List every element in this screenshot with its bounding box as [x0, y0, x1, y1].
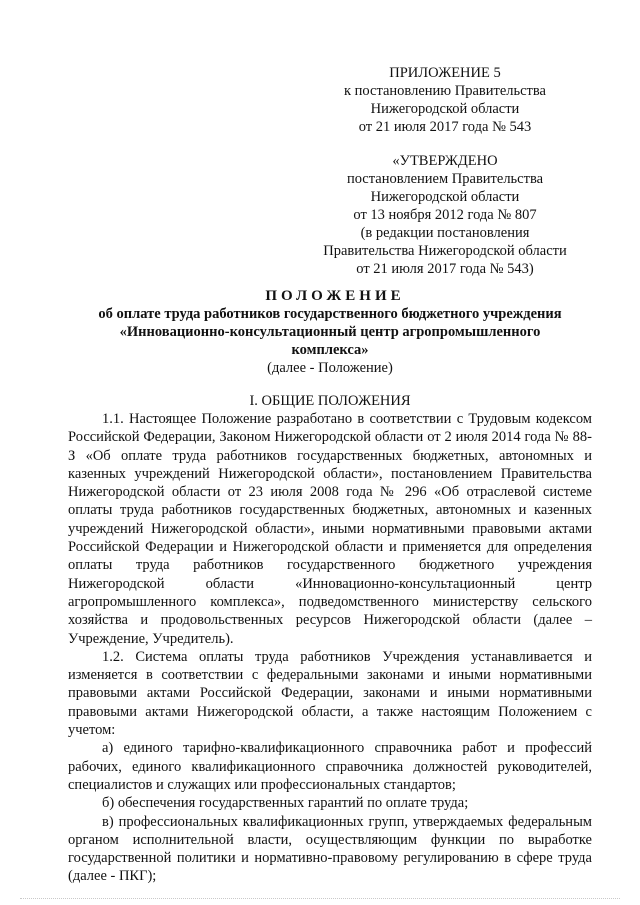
appendix-line: к постановлению Правительства	[344, 83, 546, 99]
approval-line: Нижегородской области	[370, 189, 520, 205]
approval-line: постановлением Правительства	[346, 171, 544, 187]
document-title: ПОЛОЖЕНИЕ	[265, 288, 405, 304]
subtitle-line: об оплате труда работников государственного бюджетного учреждения	[98, 306, 562, 322]
appendix-line: от 21 июля 2017 года № 543	[358, 119, 532, 135]
scan-edge-line	[20, 898, 620, 900]
document-short-name: (далее - Положение)	[267, 360, 393, 376]
appendix-line: Нижегородской области	[370, 101, 520, 117]
approval-line: (в редакции постановления	[360, 225, 530, 241]
paragraph-1-2: 1.2. Система оплаты труда работников Учреждения устанавливается и изменяется в соответствии с федеральными законами и иными нормативными правовыми актами Российской Федерации, законами и иными нормативными правовыми актами Нижегородской области, а также настоящим Положением с учетом:	[68, 648, 592, 739]
approval-stamp-block	[300, 152, 590, 278]
section-heading: I. ОБЩИЕ ПОЛОЖЕНИЯ	[249, 393, 411, 409]
subtitle-line: комплекса»	[291, 342, 369, 358]
appendix-line: ПРИЛОЖЕНИЕ 5	[389, 65, 501, 81]
approval-line: Правительства Нижегородской области	[323, 243, 567, 259]
section-body	[68, 410, 592, 886]
document-title-block	[60, 287, 600, 377]
appendix-header	[300, 64, 590, 136]
approval-line: «УТВЕРЖДЕНО	[392, 153, 498, 169]
approval-line: от 13 ноября 2012 года № 807	[353, 207, 537, 223]
list-item-v: в) профессиональных квалификационных групп, утверждаемых федеральным органом исполнительной власти, осуществляющим функции по выработке государственной политики и нормативно-правовому регулированию в сфере труда (далее - ПКГ);	[68, 813, 592, 885]
list-item-b: б) обеспечения государственных гарантий по оплате труда;	[102, 795, 469, 812]
approval-line: от 21 июля 2017 года № 543)	[356, 261, 534, 277]
subtitle-line: «Инновационно-консультационный центр агропромышленного	[119, 324, 541, 340]
paragraph-1-1: 1.1. Настоящее Положение разработано в соответствии с Трудовым кодексом Российской Федерации, Законом Нижегородской области от 2 июля 2014 года № 88-З «Об оплате труда работников государственных бюджетных, автономных и казенных учреждений Нижегородской области», постановлением Правительства Нижегородской области от 23 июля 2008 года № 296 «Об отраслевой системе оплаты труда работников государственных бюджетных, автономных и казенных учреждений Нижегородской области», иными нормативными правовыми актами Российской Федерации и Нижегородской области и применяется для определения оплаты труда работников государственного бюджетного учреждения Нижегородской области «Инновационно-консультационный центр агропромышленного комплекса», подведомственного министерству сельского хозяйства и продовольственных ресурсов Нижегородской области (далее – Учреждение, Учредитель).	[68, 411, 592, 647]
list-item-a: а) единого тарифно-квалификационного справочника работ и профессий рабочих, единого квалификационного справочника должностей руководителей, специалистов и служащих или профессиональных стандартов;	[68, 740, 592, 793]
document-subtitle	[60, 305, 600, 359]
